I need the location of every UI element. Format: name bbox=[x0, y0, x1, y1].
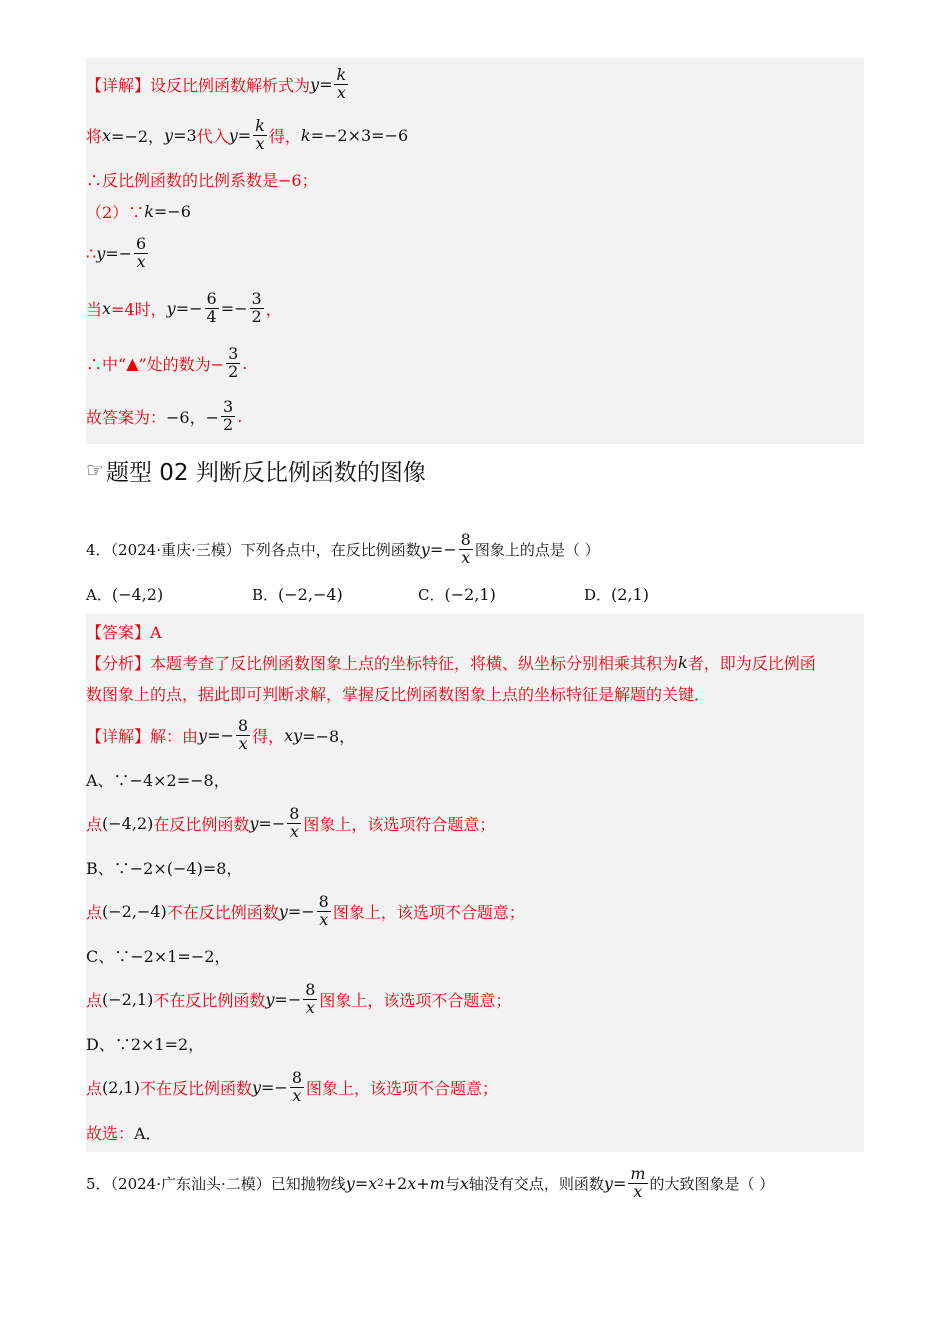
question-4: 4．（2024·重庆·三模）下列各点中，在反比例函数 y =− $\frac{8}{x}$ 图象上的点是（ ） bbox=[86, 529, 600, 567]
detail-line-8: 故答案为： −6，− $\frac{3}{2}$ . bbox=[86, 396, 243, 434]
detail-line-7: ∴中“ ▲ ”处的数为− $\frac{3}{2}$ . bbox=[86, 343, 248, 381]
pointing-hand-icon: ☞ bbox=[86, 458, 104, 482]
fraction: $\frac{3}{2}$ bbox=[251, 288, 262, 326]
fraction: $\frac{3}{2}$ bbox=[223, 396, 234, 434]
detail-line-1: 【详解】 设反比例函数解析式为 y = $\frac{k}{x}$ bbox=[86, 64, 347, 102]
solution-block-3 bbox=[86, 58, 864, 444]
fraction: $\frac{k}{x}$ bbox=[255, 115, 265, 153]
detail-line-3: ∴反比例函数的比例系数是−6； bbox=[86, 170, 318, 190]
option-b[interactable]: B． (−2,−4) bbox=[252, 584, 343, 604]
fraction: $\frac{8}{x}$ bbox=[305, 979, 316, 1017]
question-5: 5．（2024·广东汕头·二模）已知抛物线 y = x 2 +2 x + m 与 x 轴没有交点，则函数 y = $\frac{m}{x}$ 的大致图象是（ ） bbox=[86, 1163, 775, 1201]
fraction: $\frac{8}{x}$ bbox=[237, 715, 249, 753]
final-answer-line: 故选： A． bbox=[86, 1123, 162, 1143]
conclusion-line-d: 点 (2,1) 不在反比例函数 y =− $\frac{8}{x}$ 图象上，该选项不合题意； bbox=[86, 1067, 499, 1105]
fraction: $\frac{k}{x}$ bbox=[336, 64, 347, 102]
option-c[interactable]: C． (−2,1) bbox=[418, 584, 496, 604]
detail-line-4: （2）∵ k =−6 bbox=[86, 201, 191, 222]
fraction: $\frac{m}{x}$ bbox=[630, 1163, 646, 1201]
detail-line: 【详解】 解：由 y =− $\frac{8}{x}$ 得， xy =−8， bbox=[86, 715, 356, 753]
check-line-a: A、∵−4×2=−8， bbox=[86, 770, 230, 790]
check-line-d: D、∵2×1=2， bbox=[86, 1034, 205, 1054]
analysis-line-1: 【分析】本题考查了反比例函数图象上点的坐标特征，将横、纵坐标分别相乘其积为 k 者，即为反比例函 bbox=[86, 652, 816, 673]
fraction: $\frac{6}{x}$ bbox=[136, 233, 147, 271]
detail-tag: 【详解】 bbox=[86, 75, 151, 95]
answer-line: 【答案】A bbox=[86, 622, 162, 642]
fraction: $\frac{6}{4}$ bbox=[206, 288, 217, 326]
fraction: $\frac{3}{2}$ bbox=[228, 343, 239, 381]
conclusion-line-c: 点 (−2,1) 不在反比例函数 y =− $\frac{8}{x}$ 图象上，该选项不合题意； bbox=[86, 979, 512, 1017]
solution-block-4 bbox=[86, 614, 864, 1152]
fraction: $\frac{8}{x}$ bbox=[289, 803, 300, 841]
question-4-options bbox=[86, 574, 864, 614]
section-title: 题型 02 判断反比例函数的图像 bbox=[105, 459, 426, 486]
fraction: $\frac{8}{x}$ bbox=[460, 529, 471, 567]
detail-line-5: ∴ y =− $\frac{6}{x}$ bbox=[86, 233, 147, 271]
triangle-icon: ▲ bbox=[126, 353, 139, 373]
detail-line-6: 当 x =4时， y =− $\frac{6}{4}$ =− $\frac{3}{2}$ ， bbox=[86, 288, 282, 326]
conclusion-line-a: 点 (−4,2) 在反比例函数 y =− $\frac{8}{x}$ 图象上，该选项符合题意； bbox=[86, 803, 496, 841]
check-line-c: C、∵−2×1=−2， bbox=[86, 946, 231, 966]
option-d[interactable]: D． (2,1) bbox=[584, 584, 649, 604]
detail-line-2: 将 x =−2， y =3 代入 y = $\frac{k}{x}$ 得， k =−2×3=−6 bbox=[86, 115, 409, 153]
document-page bbox=[86, 58, 864, 1214]
analysis-line-2: 数图象上的点，据此即可判断求解，掌握反比例函数图象上点的坐标特征是解题的关键． bbox=[86, 684, 711, 704]
fraction: $\frac{8}{x}$ bbox=[291, 1067, 303, 1105]
check-line-b: B、∵−2×(−4)=8， bbox=[86, 858, 243, 878]
conclusion-line-b: 点 (−2,−4) 不在反比例函数 y =− $\frac{8}{x}$ 图象上，该选项不合题意； bbox=[86, 891, 525, 929]
fraction: $\frac{8}{x}$ bbox=[318, 891, 329, 929]
section-heading bbox=[86, 444, 864, 496]
option-a[interactable]: A． (−4,2) bbox=[86, 584, 164, 604]
